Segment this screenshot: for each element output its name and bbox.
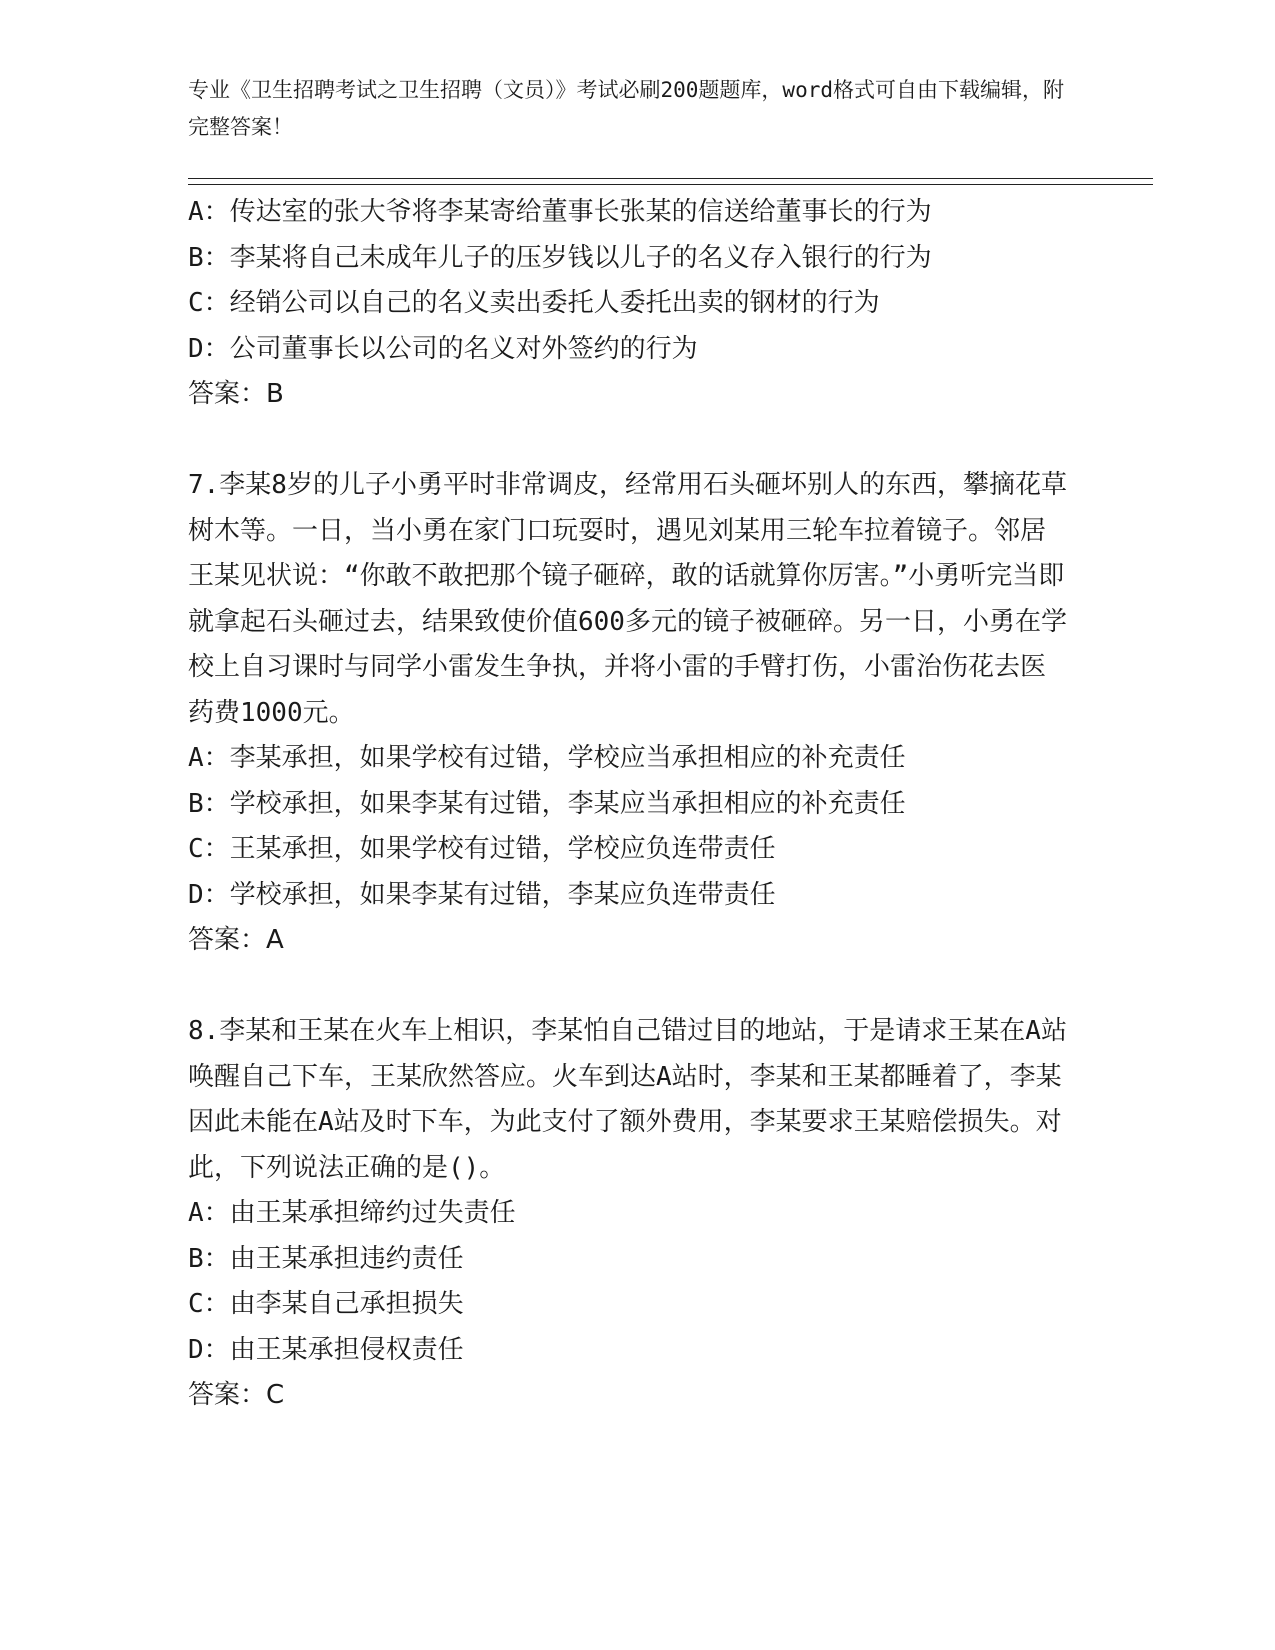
- question-8-option-c: C：由李某自己承担损失: [188, 1289, 464, 1319]
- question-7-option-d: D：学校承担，如果李某有过错，李某应负连带责任: [188, 879, 776, 910]
- spacer: [188, 964, 1068, 1010]
- question-6-option-a: A：传达室的张大爷将李某寄给董事长张某的信送给董事长的行为: [188, 197, 932, 227]
- question-8-option-a: A：由王某承担缔约过失责任: [188, 1198, 516, 1228]
- question-6-option-d: D：公司董事长以公司的名义对外签约的行为: [188, 333, 698, 364]
- question-7-option-a: A：李某承担，如果学校有过错，学校应当承担相应的补充责任: [188, 743, 906, 773]
- header-rule-top: [188, 178, 1153, 179]
- header-rule-bottom: [188, 184, 1153, 185]
- question-6-block: [188, 190, 1068, 418]
- question-7-stem: 7.李某8岁的儿子小勇平时非常调皮，经常用石头砸坏别人的东西，攀摘花草树木等。一日，当小勇在家门口玩耍时，遇见刘某用三轮车拉着镜子。邻居王某见状说：“你敢不敢把那个镜子砸碎，敢的话就算你厉害。”小勇听完当即就拿起石头砸过去，结果致使价值600多元的镜子被砸碎。另一日，小勇在学校上自习课时与同学小雷发生争执，并将小雷的手臂打伤，小雷治伤花去医药费1000元。: [188, 470, 1067, 728]
- question-7-block: [188, 463, 1068, 964]
- question-content: [188, 190, 1068, 1419]
- question-8-option-b: B：由王某承担违约责任: [188, 1243, 464, 1274]
- question-8-block: [188, 1009, 1068, 1419]
- spacer: [188, 418, 1068, 464]
- question-6-option-b: B：李某将自己未成年儿子的压岁钱以儿子的名义存入银行的行为: [188, 242, 932, 273]
- question-7-option-c: C：王某承担，如果学校有过错，学校应负连带责任: [188, 834, 776, 864]
- document-header: 专业《卫生招聘考试之卫生招聘（文员）》考试必刷200题题库，word格式可自由下载编辑，附完整答案！: [188, 78, 1064, 139]
- question-8-option-d: D：由王某承担侵权责任: [188, 1334, 464, 1365]
- question-8-answer: 答案：C: [188, 1380, 285, 1410]
- question-7-answer: 答案：A: [188, 925, 284, 955]
- question-6-option-c: C：经销公司以自己的名义卖出委托人委托出卖的钢材的行为: [188, 288, 880, 318]
- question-6-answer: 答案：B: [188, 379, 284, 409]
- question-7-option-b: B：学校承担，如果李某有过错，李某应当承担相应的补充责任: [188, 788, 906, 819]
- question-8-stem: 8.李某和王某在火车上相识，李某怕自己错过目的地站，于是请求王某在A站唤醒自己下车，王某欣然答应。火车到达A站时，李某和王某都睡着了，李某因此未能在A站及时下车，为此支付了额外费用，李某要求王某赔偿损失。对此，下列说法正确的是()。: [188, 1016, 1067, 1183]
